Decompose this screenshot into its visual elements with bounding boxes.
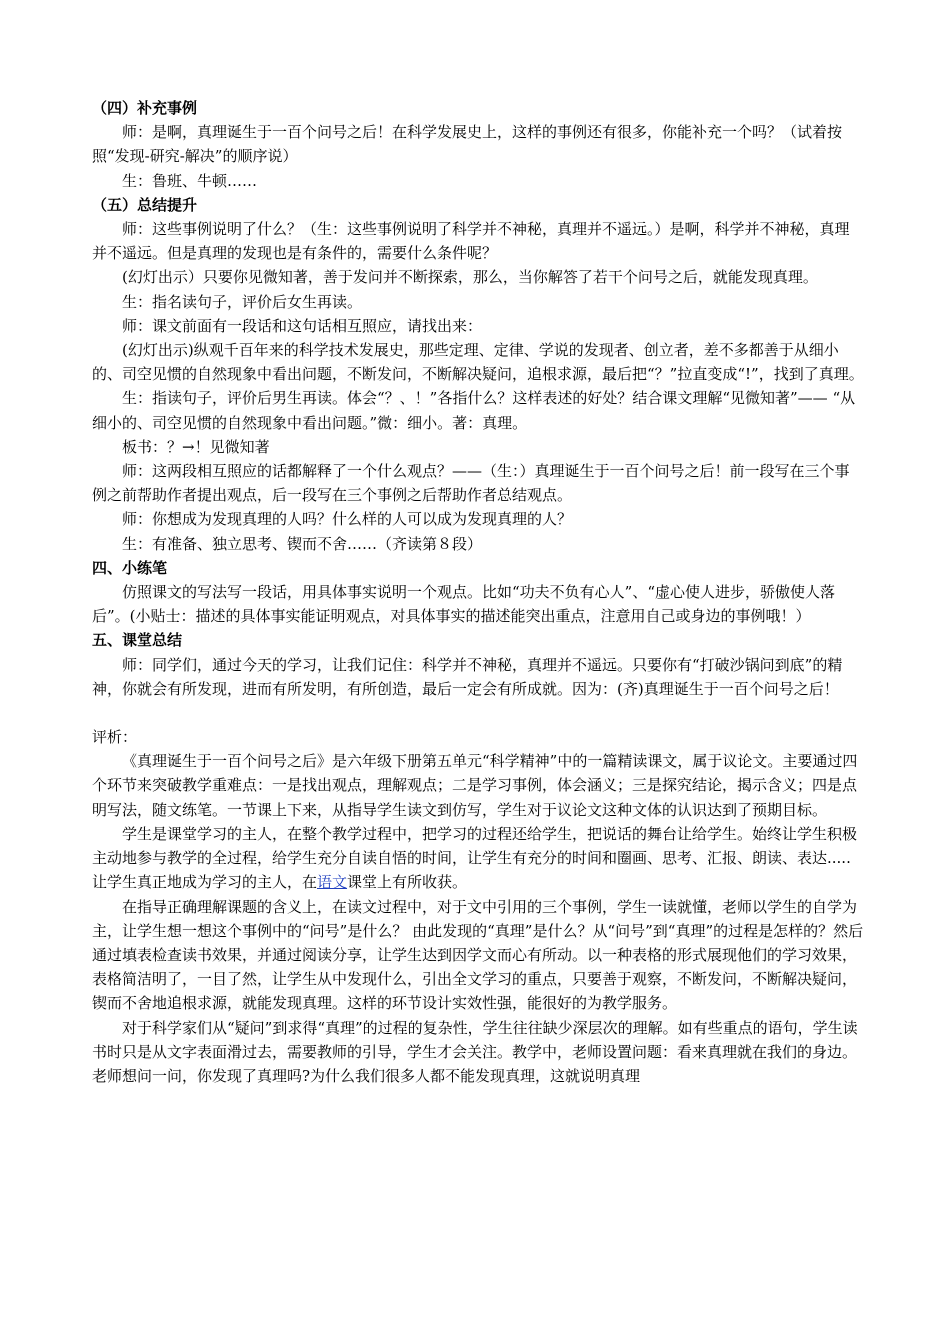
paragraph: 仿照课文的写法写一段话，用具体事实说明一个观点。比如“功夫不负有心人”、“虚心使人进步，骄傲使人落后”。(小贴士：描述的具体事实能证明观点，对具体事实的描述能突出重点，注意用自己或身边的事例哦！） — [92, 583, 836, 626]
paragraph-text: 学生是课堂学习的主人，在整个教学过程中，把学习的过程还给学生，把说话的舞台让给学生。始终让学生积极主动地参与教学的全过程，给学生充分自读自悟的时间，让学生有充分的时间和圈画、思考、汇报、朗读、表达..... 让学生真正地成为学习的主人，在 — [92, 824, 858, 892]
section-heading-summary-improvement: （五）总结提升 — [92, 195, 198, 214]
spacer — [92, 701, 864, 725]
paragraph: 生：指读句子，评价后男生再读。体会“？、！”各指什么？这样表述的好处？结合课文理解“见微知著”—— “从细小的、司空见惯的自然现象中看出问题。”微：细小。著：真理。 — [92, 389, 856, 432]
paragraph: 师：是啊，真理诞生于一百个问号之后！在科学发展史上，这样的事例还有很多，你能补充一个吗？（试着按照“发现-研究-解决”的顺序说） — [92, 123, 843, 166]
paragraph: (幻灯出示)纵观千百年来的科学技术发展史，那些定理、定律、学说的发现者、创立者，差不多都善于从细小的、司空见惯的自然现象中看出问题，不断发问，不断解决疑问，追根求源，最后把“？”拉直变成“!”，找到了真理。 — [92, 341, 864, 384]
paragraph: 师：同学们，通过今天的学习，让我们记住：科学并不神秘，真理并不遥远。只要你有“打破沙锅问到底”的精神，你就会有所发现，进而有所发明，有所创造，最后一定会有所成就。因为：(齐)真理诞生于一百个问号之后！ — [92, 655, 843, 698]
section-heading-supplement-examples: （四）补充事例 — [92, 99, 198, 117]
paragraph: 师：你想成为发现真理的人吗？什么样的人可以成为发现真理的人？ — [122, 510, 573, 529]
paragraph: 师：课文前面有一段话和这句话相互照应，请找出来： — [122, 316, 483, 335]
review-label: 评析： — [92, 728, 138, 747]
paragraph: 生：有准备、独立思考、锲而不舍……（齐读第８段） — [122, 534, 483, 553]
paragraph: 对于科学家们从“疑问”到求得“真理”的过程的复杂性，学生往往缺少深层次的理解。如有些重点的语句，学生读书时只是从文字表面滑过去，需要教师的引导，学生才会关注。教学中，老师设置问题：看来真理就在我们的身边。老师想问一问，你发现了真理吗?为什么我们很多人都不能发现真理，这就说明真理 — [92, 1018, 858, 1085]
paragraph: 生：指名读句子，评价后女生再读。 — [122, 292, 363, 311]
chinese-subject-link[interactable]: 语文 — [317, 873, 348, 892]
paragraph: (幻灯出示）只要你见微知著，善于发问并不断探索，那么，当你解答了若干个问号之后，就能发现真理。 — [122, 268, 818, 287]
paragraph — [92, 822, 864, 895]
paragraph: 师：这些事例说明了什么？（生：这些事例说明了科学并不神秘，真理并不遥远。）是啊，科学并不神秘，真理并不遥远。但是真理的发现也是有条件的，需要什么条件呢？ — [92, 220, 850, 263]
paragraph: 《真理诞生于一百个问号之后》是六年级下册第五单元“科学精神”中的一篇精读课文，属于议论文。主要通过四个环节来突破教学重难点：一是找出观点，理解观点；二是学习事例，体会涵义；三是探究结论，揭示含义；四是点明写法，随文练笔。一节课上下来，从指导学生读文到仿写，学生对于议论文这种文体的认识达到了预期目标。 — [92, 752, 858, 819]
paragraph: 生：鲁班、牛顿…… — [122, 171, 258, 190]
paragraph: 师：这两段相互照应的话都解释了一个什么观点？——（生：）真理诞生于一百个问号之后！前一段写在三个事例之前帮助作者提出观点，后一段写在三个事例之后帮助作者总结观点。 — [92, 462, 850, 505]
paragraph: 在指导正确理解课题的含义上，在读文过程中，对于文中引用的三个事例，学生一读就懂，老师以学生的自学为主，让学生想一想这个事例中的“问号”是什么？ 由此发现的“真理”是什么？从“问号”到“真理”的过程是怎样的？然后通过填表检查读书效果，并通过阅读分享，让学生达到因学文而心有所动。以一种表格的形式展现他们的学习效果，表格简洁明了，一目了然，让学生从中发现什么，引出全文学习的重点，只要善于观察，不断发问，不断解决疑问，锲而不舍地追根求源，就能发现真理。这样的环节设计实效性强，能很好的为教学服务。 — [92, 897, 864, 1013]
paragraph-text: 课堂上有所收获。 — [347, 873, 468, 892]
paragraph: 板书：？→！见微知著 — [122, 437, 270, 456]
section-heading-class-summary: 五、课堂总结 — [92, 631, 183, 650]
section-heading-writing-practice: 四、小练笔 — [92, 558, 168, 577]
